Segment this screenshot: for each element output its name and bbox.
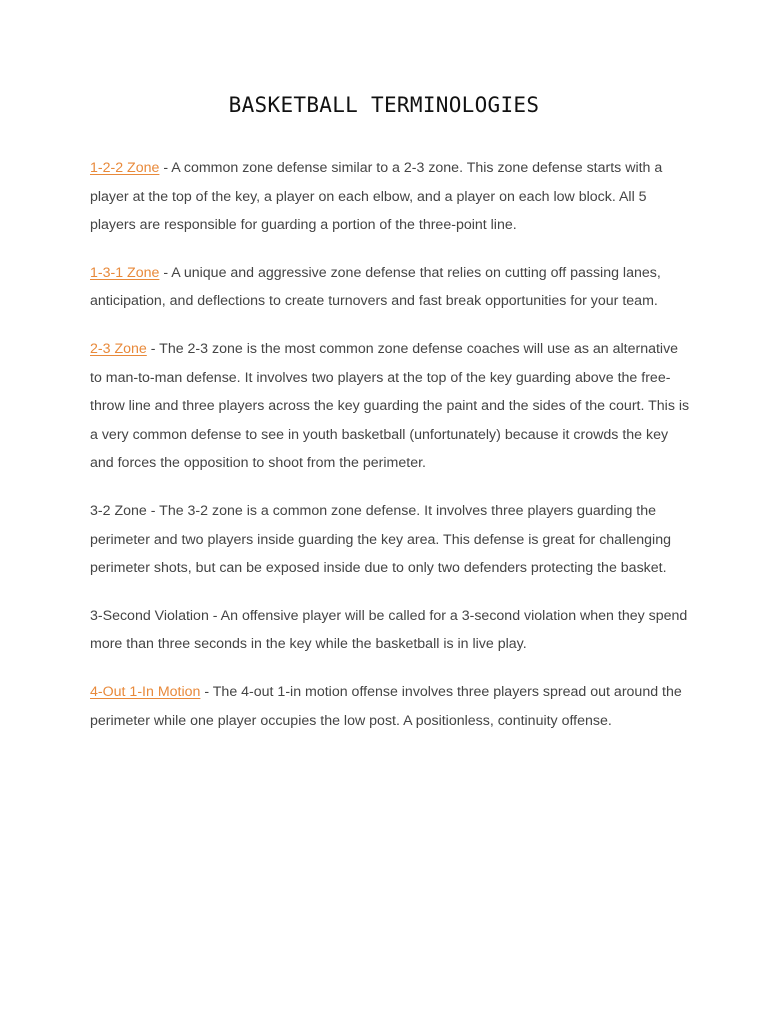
term-definition: A common zone defense similar to a 2-3 zone. This zone defense starts with a player at the top of the key, a player on each elbow, and a player on each low block. All 5 players are responsible for guarding a portion of the three-point line. [90,160,663,234]
term-separator: - [200,683,213,700]
term-definition: The 2-3 zone is the most common zone defense coaches will use as an alternative to man-to-man defense. It involves two players at the top of the key guarding above the free-throw line and three players across the key guarding the paint and the sides of the court. This is a very common defense to see in youth basketball (unfortunately) because it crowds the key and forces the opposition to shoot from the perimeter. [90,340,690,472]
term-separator: - [159,160,172,176]
term-definition: The 3-2 zone is a common zone defense. It involves three players guarding the perimeter and two players inside guarding the key area. This defense is great for challenging perimeter shots, but can be exposed inside due to only two defenders protecting the basket. [90,502,671,577]
term-entry-3-second-violation [90,602,690,659]
term-definition: An offensive player will be called for a 3-second violation when they spend more than three seconds in the key while the basketball is in live play. [90,607,688,653]
term-entry-4-out-1-in-motion [90,678,690,735]
terminology-list [90,154,690,754]
term-separator: - [159,264,172,281]
term-separator: - [146,340,160,357]
term-link-1-2-2-zone[interactable]: 1-2-2 Zone [90,160,160,176]
term-separator: - [208,607,221,624]
term-entry-1-2-2-zone [90,154,690,240]
term-definition: The 4-out 1-in motion offense involves three players spread out around the perimeter while one player occupies the low post. A positionless, continuity offense. [90,683,682,729]
term-name-3-second-violation: 3-Second Violation [90,607,209,624]
document-title: BASKETBALL TERMINOLOGIES [228,93,540,117]
term-link-4-out-1-in-motion[interactable]: 4-Out 1-In Motion [90,683,201,700]
term-entry-2-3-zone [90,335,690,478]
term-link-2-3-zone[interactable]: 2-3 Zone [90,340,147,357]
term-entry-3-2-zone [90,497,690,583]
term-entry-1-3-1-zone [90,259,690,316]
term-name-3-2-zone: 3-2 Zone [90,502,147,519]
term-separator: - [146,502,160,519]
term-definition: A unique and aggressive zone defense that relies on cutting off passing lanes, anticipation, and deflections to create turnovers and fast break opportunities for your team. [90,264,661,310]
term-link-1-3-1-zone[interactable]: 1-3-1 Zone [90,264,160,281]
